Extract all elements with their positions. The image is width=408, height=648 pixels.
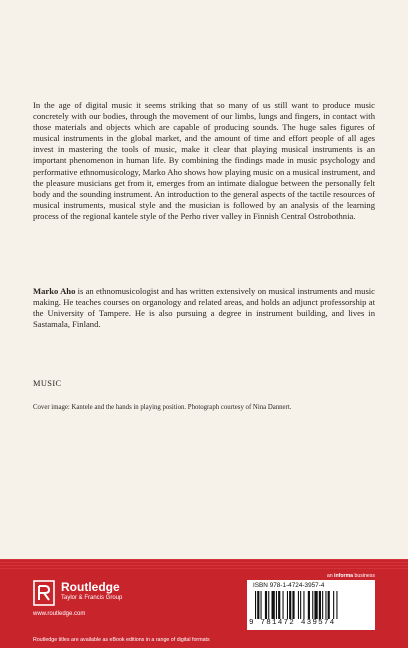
barcode-bar	[289, 591, 291, 619]
routledge-logo-icon	[33, 580, 55, 606]
barcode-bar	[298, 591, 299, 619]
barcode-bar	[268, 591, 269, 619]
barcode-bar	[278, 591, 280, 619]
barcode-bar	[303, 591, 304, 619]
barcode-bar	[314, 591, 317, 619]
informa-imprint: an informa business	[326, 573, 375, 579]
publisher-group: Taylor & Francis Group	[61, 595, 123, 601]
barcode-bar	[255, 591, 256, 619]
barcode-bar	[325, 591, 326, 619]
author-bio-text: is an ethnomusicologist and has written extensively on musical instruments and music making. He teaches courses on organology and related areas, and holds an adjunct professorship at the University of Tampere. He is also pursuing a degree in instrument building, and lives in Sastamala, Finland.	[33, 286, 375, 330]
informa-brand: informa	[334, 573, 354, 579]
barcode-bar	[276, 591, 277, 619]
publisher-website[interactable]: www.routledge.com	[33, 611, 86, 617]
barcode-bar	[336, 591, 337, 619]
barcode-bar	[265, 591, 267, 619]
barcode-bar	[308, 591, 310, 619]
barcode-icon	[255, 591, 367, 619]
barcode-bar	[257, 591, 259, 619]
isbn-label: ISBN 978-1-4724-3957-4	[253, 582, 325, 589]
barcode-bar	[272, 591, 275, 619]
ebook-availability-note: Routledge titles are available as eBook editions in a range of digital formats	[33, 637, 210, 643]
barcode-bar	[319, 591, 321, 619]
barcode-bar	[312, 591, 313, 619]
cover-image-credit: Cover image: Kantele and the hands in playing position. Photograph courtesy of Nina Dannert.	[33, 404, 292, 411]
barcode-bar	[322, 591, 323, 619]
author-bio	[33, 286, 375, 330]
author-name: Marko Aho	[33, 286, 76, 296]
barcode-bar	[292, 591, 294, 619]
barcode-panel	[247, 580, 375, 630]
barcode-bar	[261, 591, 262, 619]
band-texture	[0, 559, 408, 569]
subject-category: MUSIC	[33, 379, 62, 388]
publisher-name: Routledge	[61, 580, 120, 594]
barcode-bar	[283, 591, 284, 619]
barcode-bar	[287, 591, 288, 619]
back-cover-blurb: In the age of digital music it seems striking that so many of us still want to produce music concretely with our bodies, through the movement of our limbs, lungs and fingers, in contact with those materials and objects which are capable of producing sounds. The huge sales figures of musical instruments in the global market, and the amount of time and effort people of all ages invest in mastering the tools of music, make it clear that playing musical instruments is an important phenomenon in human life. By combining the findings made in music psychology and performative ethnomusicology, Marko Aho shows how playing music on a musical instrument, and the pleasure musicians get from it, emerges from an intimate dialogue between the personally felt body and the sounding instrument. An introduction to the general aspects of the tactile resources of musical instruments, musical style and the musician is followed by an analysis of the learning process of the regional kantele style of the Perho river valley in Finnish Central Ostrobothnia.	[33, 100, 375, 221]
barcode-bar	[328, 591, 330, 619]
barcode-digits: 9 781472 439574	[249, 619, 336, 627]
barcode-bar	[300, 591, 301, 619]
barcode-bar	[333, 591, 334, 619]
